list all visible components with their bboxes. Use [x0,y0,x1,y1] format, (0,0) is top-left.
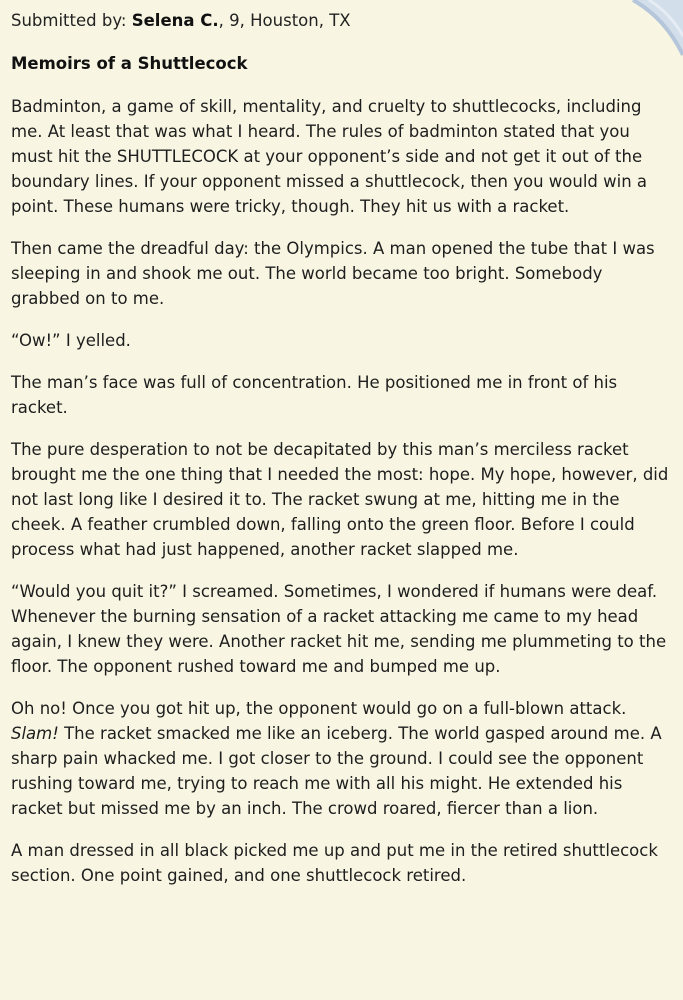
story-paragraph: Badminton, a game of skill, mentality, and cruelty to shuttlecocks, including me. At least that was what I heard. The rules of badminton stated that you must hit the SHUTTLECOCK at your opponent’s side and not get it out of the boundary lines. If your opponent missed a shuttlecock, then you would win a point. These humans were tricky, though. They hit us with a racket. [11,97,648,216]
story-page [11,8,673,888]
story-paragraph [11,696,673,821]
story-paragraph: The man’s face was full of concentration. He positioned me in front of his racket. [11,373,618,417]
slam-emphasis: Slam! [11,724,59,743]
author-name: Selena C. [131,11,219,30]
story-paragraph: “Would you quit it?” I screamed. Sometimes, I wondered if humans were deaf. Whenever the burning sensation of a racket attacking me came to my head again, I knew they were. Another racket hit me, sending me plummeting to the floor. The opponent rushed toward me and bumped me up. [11,582,667,676]
story-title: Memoirs of a Shuttlecock [11,54,248,73]
paragraph-lead: Oh no! Once you got hit up, the opponent would go on a full-blown attack. [11,699,627,718]
author-details: , 9, Houston, TX [218,11,351,30]
byline [11,8,673,33]
byline-prefix: Submitted by: [11,11,132,30]
story-paragraph: A man dressed in all black picked me up and put me in the retired shuttlecock section. One point gained, and one shuttlecock retired. [11,841,658,885]
story-paragraph: “Ow!” I yelled. [11,331,131,350]
story-paragraph: The pure desperation to not be decapitated by this man’s merciless racket brought me the one thing that I needed the most: hope. My hope, however, did not last long like I desired it to. The racket swung at me, hitting me in the cheek. A feather crumbled down, falling onto the green floor. Before I could process what had just happened, another racket slapped me. [11,440,669,559]
story-paragraph: Then came the dreadful day: the Olympics. A man opened the tube that I was sleeping in and shook me out. The world became too bright. Somebody grabbed on to me. [11,239,655,308]
paragraph-rest: The racket smacked me like an iceberg. The world gasped around me. A sharp pain whacked me. I got closer to the ground. I could see the opponent rushing toward me, trying to reach me with all his might. He extended his racket but missed me by an inch. The crowd roared, fiercer than a lion. [11,724,662,818]
